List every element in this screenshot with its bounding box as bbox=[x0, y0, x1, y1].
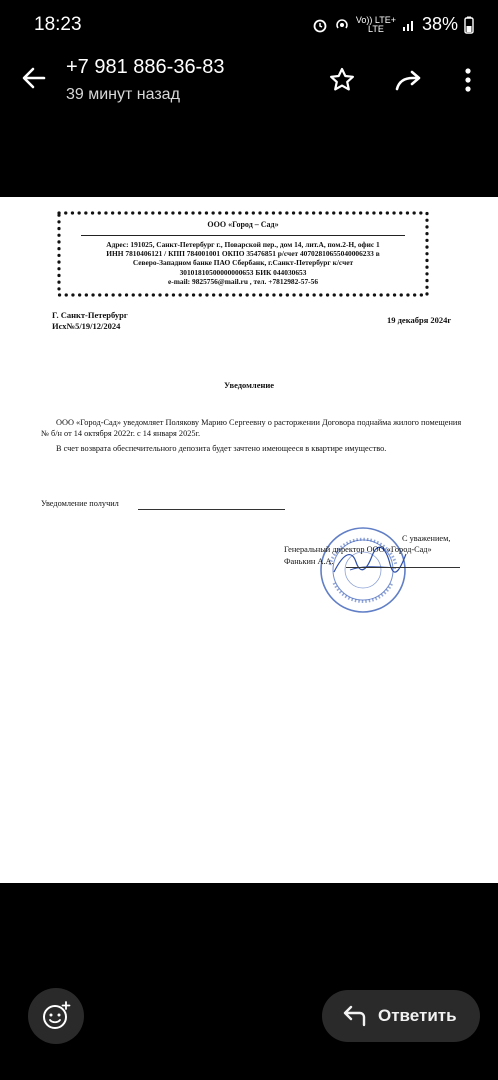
letterhead-line: e-mail: 9825756@mail.ru , тел. +7812982-57-56 bbox=[167, 276, 319, 286]
hotspot-icon bbox=[334, 17, 350, 33]
battery-percent: 38% bbox=[421, 14, 458, 34]
director-signature-line bbox=[346, 567, 460, 568]
back-arrow-icon[interactable] bbox=[18, 62, 50, 94]
alarm-icon bbox=[312, 17, 328, 33]
notice-paragraph-2: В счет возврата обеспечительного депозита будет зачтено имеющееся в квартире имущество. bbox=[56, 444, 387, 453]
regards: С уважением, bbox=[402, 534, 451, 543]
letterhead-rule bbox=[81, 235, 405, 236]
document-date: 19 декабря 2024г bbox=[387, 315, 452, 325]
signal-icon bbox=[402, 18, 416, 32]
outgoing-ref: Исх№5/19/12/2024 bbox=[52, 321, 121, 331]
status-icons bbox=[312, 14, 474, 35]
reply-arrow-icon bbox=[342, 1005, 368, 1027]
network-label: Vo)) LTE+ LTE bbox=[355, 14, 396, 34]
star-icon[interactable] bbox=[328, 66, 356, 94]
director-title: Генеральный директор ООО «Город-Сад» bbox=[284, 545, 432, 554]
reply-label: Ответить bbox=[378, 1006, 457, 1025]
signer-name: Фанькин А.А. bbox=[284, 557, 334, 566]
reply-button[interactable] bbox=[322, 990, 480, 1042]
message-time: 39 минут назад bbox=[66, 86, 180, 103]
status-time: 18:23 bbox=[34, 14, 82, 35]
sender-phone: +7 981 886-36-83 bbox=[66, 56, 225, 78]
emoji-react-button[interactable] bbox=[28, 988, 84, 1044]
forward-icon[interactable] bbox=[393, 67, 425, 95]
received-label: Уведомление получил bbox=[41, 499, 119, 508]
status-bar bbox=[0, 0, 498, 50]
letterhead-company: ООО «Город – Сад» bbox=[207, 220, 279, 229]
app-bar bbox=[0, 50, 498, 112]
letterhead-line: ИНН 7810406121 / КПП 784001001 ОКПО 35476851 р/счет 40702810655040006233 в bbox=[106, 249, 380, 259]
letterhead-line: Северо-Западном банке ПАО Сбербанк, г.Санкт-Петербург к/счет bbox=[132, 258, 354, 268]
emoji-add-icon bbox=[28, 988, 84, 1044]
city: Г. Санкт-Петербург bbox=[52, 310, 128, 320]
document-image[interactable] bbox=[0, 197, 498, 883]
letterhead-line: 30101810500000000653 БИК 044030653 bbox=[179, 267, 307, 277]
more-vert-icon[interactable] bbox=[458, 66, 478, 94]
letterhead-details bbox=[74, 240, 412, 286]
city-ref-block bbox=[52, 310, 128, 332]
received-signature-line bbox=[138, 509, 285, 510]
notice-paragraph-1: ООО «Город-Сад» уведомляет Полякову Марию Сергеевну о расторжении Договора поднайма жилого помещения № б/н от 14 октября 2022г. с 14 января 2025г. bbox=[41, 418, 462, 438]
letterhead-line: Адрес: 191025, Санкт-Петербург г., Поварской пер., дом 14, лит.А, пом.2-Н, офис 1 bbox=[106, 240, 380, 249]
battery-icon bbox=[464, 16, 474, 34]
document-title: Уведомление bbox=[223, 380, 275, 390]
letterhead bbox=[56, 210, 430, 298]
